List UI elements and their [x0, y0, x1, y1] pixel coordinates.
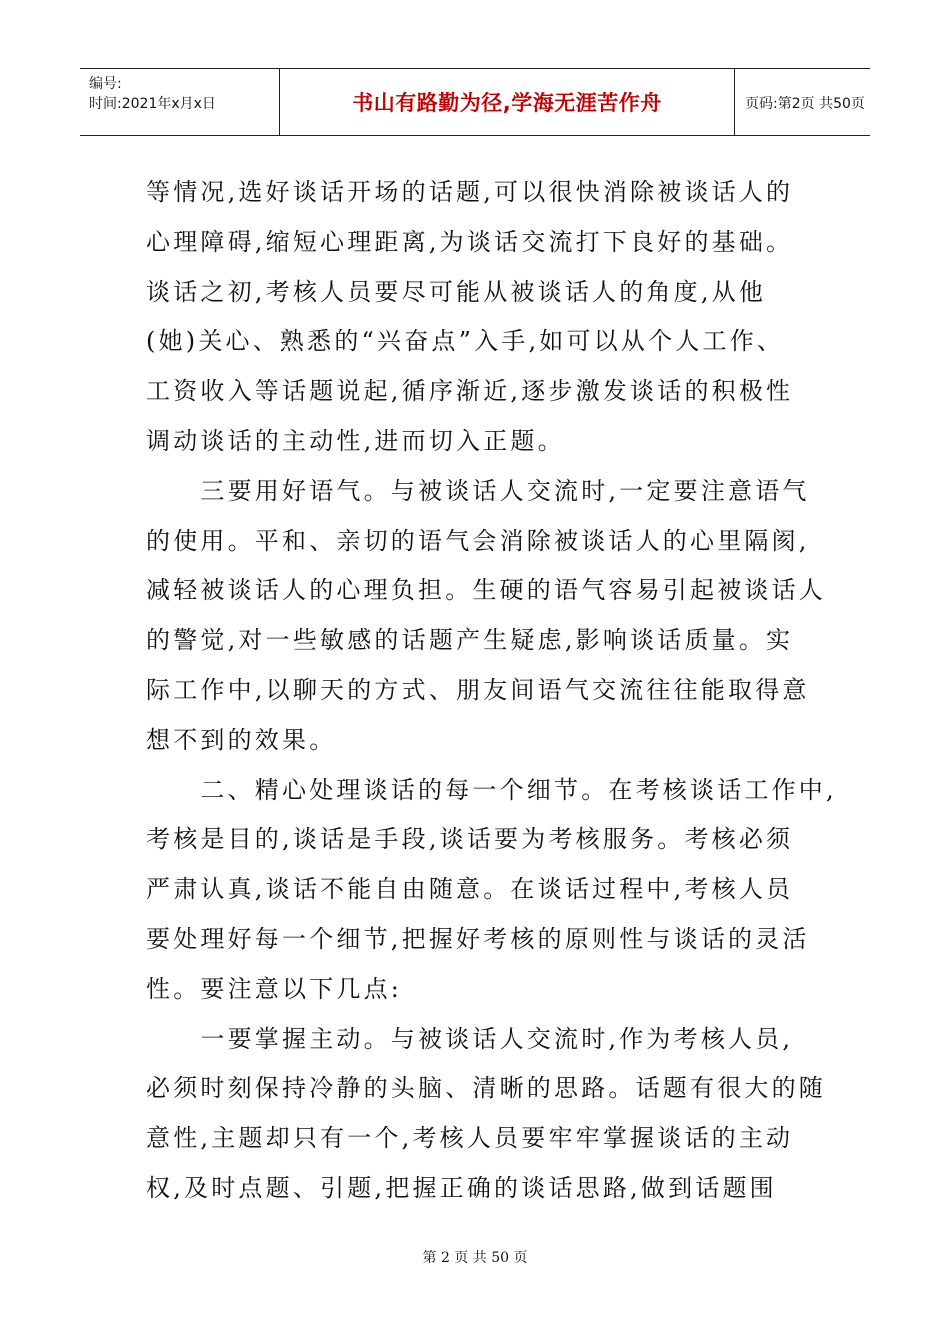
text-line: 权,及时点题、引题,把握正确的谈话思路,做到话题围	[146, 1173, 777, 1202]
text-line: 性。要注意以下几点:	[146, 974, 403, 1003]
header-motto: 书山有路勤为径,学海无涯苦作舟	[352, 91, 662, 115]
text-line: 考核是目的,谈话是手段,谈话要为考核服务。考核必须	[146, 825, 794, 854]
text-line: 严肃认真,谈话不能自由随意。在谈话过程中,考核人员	[146, 875, 794, 904]
page-header	[80, 68, 870, 136]
text-line: 的警觉,对一些敏感的话题产生疑虑,影响谈话质量。实	[146, 626, 794, 655]
text-line: 的使用。平和、亲切的语气会消除被谈话人的心里隔阂,	[146, 526, 810, 555]
header-motto-cell	[280, 69, 735, 135]
text-line: 必须时刻保持冷静的头脑、清晰的思路。话题有很大的随	[146, 1074, 826, 1103]
text-line: 谈话之初,考核人员要尽可能从被谈话人的角度,从他	[146, 277, 767, 306]
text-line: 要处理好每一个细节,把握好考核的原则性与谈话的灵活	[146, 924, 810, 953]
text-line: 三要用好语气。与被谈话人交流时,一定要注意语气	[146, 476, 810, 505]
text-line: 意性,主题却只有一个,考核人员要牢牢掌握谈话的主动	[146, 1124, 794, 1153]
text-line: (她)关心、熟悉的“兴奋点”入手,如可以从个人工作、	[146, 327, 785, 356]
body-text	[146, 168, 837, 1214]
text-line: 减轻被谈话人的心理负担。生硬的语气容易引起被谈话人	[146, 576, 826, 605]
text-line: 一要掌握主动。与被谈话人交流时,作为考核人员,	[146, 1024, 794, 1053]
text-line: 调动谈话的主动性,进而切入正题。	[146, 426, 565, 455]
header-page-code: 页码:第2页 共50页	[745, 96, 865, 112]
text-line: 等情况,选好谈话开场的话题,可以很快消除被谈话人的	[146, 178, 794, 206]
page-footer: 第 2 页 共 50 页	[422, 1250, 528, 1266]
text-line: 际工作中,以聊天的方式、朋友间语气交流往往能取得意	[146, 675, 810, 704]
text-line: 心理障碍,缩短心理距离,为谈话交流打下良好的基础。	[146, 227, 794, 256]
document-time-label: 时间:2021年x月x日	[89, 96, 216, 112]
document-number-label: 编号:	[89, 76, 122, 92]
text-line: 工资收入等话题说起,循序渐近,逐步激发谈话的积极性	[146, 377, 794, 406]
header-info-cell	[80, 69, 280, 135]
text-line: 二、精心处理谈话的每一个细节。在考核谈话工作中,	[146, 775, 837, 804]
header-page-cell	[735, 69, 870, 135]
text-line: 想不到的效果。	[146, 725, 337, 754]
